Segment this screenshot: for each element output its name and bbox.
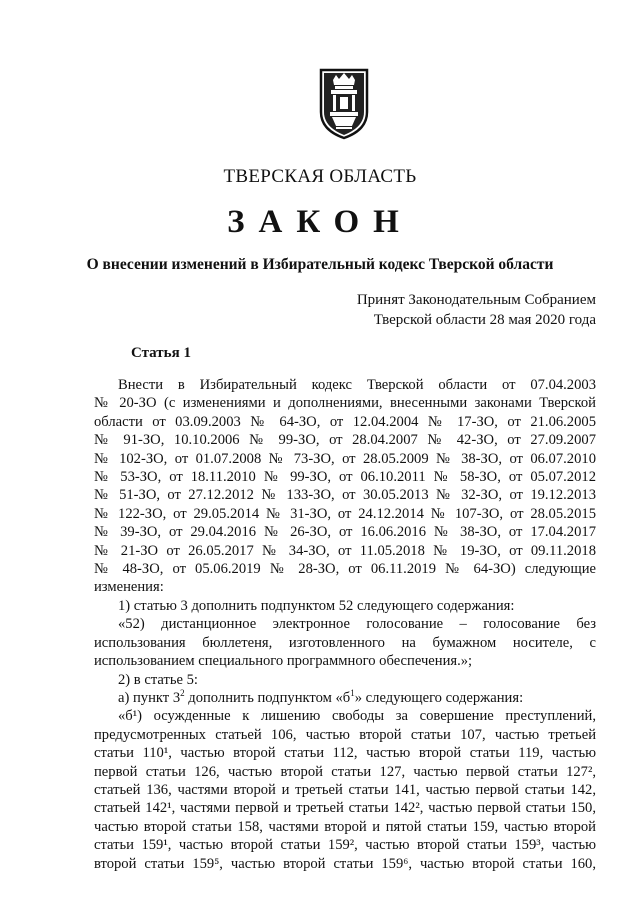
item-2a-sup: 2 bbox=[180, 688, 185, 699]
b1-line: статьей 142¹, частями первой и третьей статьи 142², частью первой статьи 150, bbox=[94, 800, 596, 817]
item-1-text-line: использования бюллетеня, изготовленного на бумажном носителе, с bbox=[94, 634, 596, 651]
item-2: 2) в статье 5: bbox=[118, 671, 198, 688]
adoption-note bbox=[357, 290, 596, 330]
item-2a-sup2: 1 bbox=[350, 688, 355, 699]
intro-line: № 91-ЗО, 10.10.2006 № 99-ЗО, от 28.04.2007 № 42-ЗО, от 27.09.2007 bbox=[94, 432, 596, 449]
b1-line: статьи 110¹, частью второй статьи 112, частью второй статьи 119, частью bbox=[94, 745, 596, 762]
article-body bbox=[94, 376, 596, 873]
adoption-line-1: Принят Законодательным Собранием bbox=[356, 292, 596, 308]
b1-line: первой статьи 126, частью второй статьи 127, частью первой статьи 127², bbox=[94, 763, 596, 780]
intro-line: № 102-ЗО, от 01.07.2008 № 73-ЗО, от 28.05.2009 № 38-ЗО, от 06.07.2010 bbox=[94, 450, 596, 467]
tver-coat-of-arms-icon bbox=[318, 68, 370, 140]
b1-line: статьей 136, частями второй и третьей статьи 141, частью первой статьи 142, bbox=[94, 781, 596, 798]
intro-line: области от 03.09.2003 № 64-ЗО, от 12.04.2004 № 17-ЗО, от 21.06.2005 bbox=[94, 413, 596, 430]
intro-line: № 122-ЗО, от 29.05.2014 № 31-ЗО, от 24.12.2014 № 107-ЗО, от 28.05.2015 bbox=[94, 505, 596, 522]
intro-line: № 21-ЗО от 26.05.2017 № 34-ЗО, от 11.05.2018 № 19-ЗО, от 09.11.2018 bbox=[94, 542, 596, 559]
intro-line: Внести в Избирательный кодекс Тверской области от 07.04.2003 bbox=[118, 377, 596, 393]
intro-line: № 39-ЗО, от 29.04.2016 № 26-ЗО, от 16.06.2016 № 38-ЗО, от 17.04.2017 bbox=[94, 524, 596, 541]
intro-line: № 53-ЗО, от 18.11.2010 № 99-ЗО, от 06.10.2011 № 58-ЗО, от 05.07.2012 bbox=[94, 469, 596, 486]
b1-line: статьи 159¹, частью второй статьи 159², частью второй статьи 159³, частью bbox=[94, 837, 596, 854]
item-1: 1) статью 3 дополнить подпунктом 52 следующего содержания: bbox=[118, 597, 515, 614]
b1-line: частью второй статьи 158, частями второй и пятой статьи 159, частью второй bbox=[94, 818, 596, 835]
law-subtitle: О внесении изменений в Избирательный кодекс Тверской области bbox=[86, 256, 554, 273]
intro-line: № 51-ЗО, от 27.12.2012 № 133-ЗО, от 30.05.2013 № 32-ЗО, от 19.12.2013 bbox=[94, 487, 596, 504]
adoption-line-2: Тверской области 28 мая 2020 года bbox=[373, 312, 596, 328]
b1-line: второй статьи 159⁵, частью второй статьи 159⁶, частью второй статьи 160, bbox=[94, 855, 596, 872]
item-2a bbox=[94, 689, 596, 707]
item-2a-pre: а) пункт 3 bbox=[118, 689, 181, 706]
region-title: ТВЕРСКАЯ ОБЛАСТЬ bbox=[223, 166, 417, 187]
article-heading: Статья 1 bbox=[131, 345, 191, 361]
intro-line: № 20-ЗО (с изменениями и дополнениями, внесенными законами Тверской bbox=[94, 395, 596, 412]
item-2a-post: » следующего содержания: bbox=[354, 689, 524, 706]
item-2a-mid: дополнить подпунктом «б bbox=[184, 689, 351, 706]
item-1-text-line: «52) дистанционное электронное голосование – голосование без bbox=[118, 616, 596, 633]
b1-line: «б¹) осужденные к лишению свободы за совершение преступлений, bbox=[118, 708, 596, 725]
intro-line: изменения: bbox=[94, 579, 164, 596]
intro-line: № 48-ЗО, от 05.06.2019 № 28-ЗО, от 06.11.2019 № 64-ЗО) следующие bbox=[94, 561, 596, 578]
document-type: ЗАКОН bbox=[227, 204, 413, 240]
b1-line: предусмотренных статьей 106, частью второй статьи 107, частью третьей bbox=[94, 726, 596, 743]
item-1-text-line: использованием специального программного обеспечения.»; bbox=[94, 653, 473, 670]
